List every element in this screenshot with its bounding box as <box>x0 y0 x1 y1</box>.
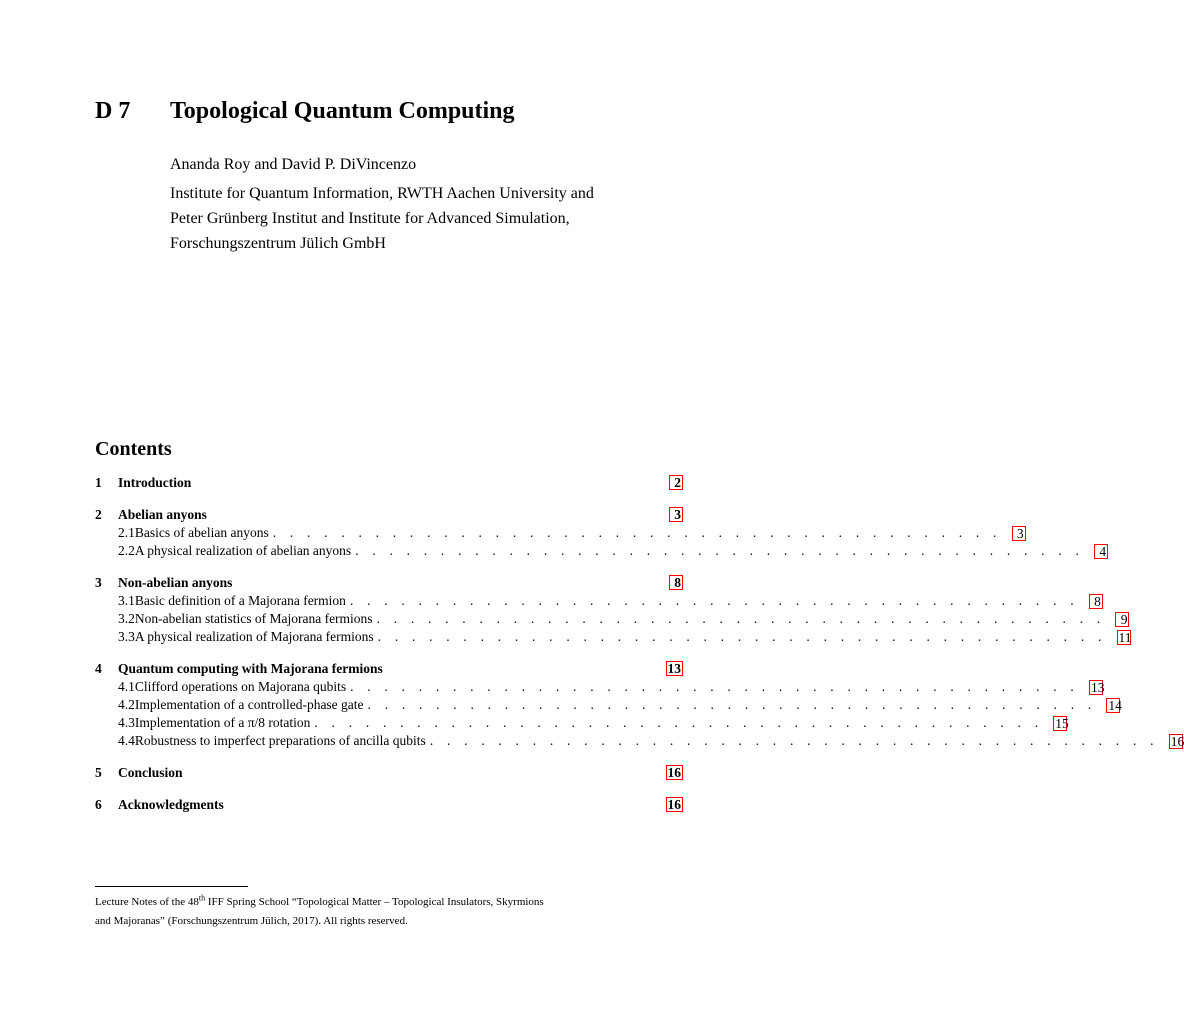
toc-subsection-number: 3.3 <box>118 629 135 644</box>
toc-page-link[interactable]: 8 <box>669 575 683 590</box>
toc-subsection-number: 3.1 <box>118 593 135 608</box>
toc-section[interactable] <box>95 659 683 678</box>
toc-section-title: Conclusion <box>118 765 187 781</box>
toc-subsection-title: Basics of abelian anyons <box>135 525 273 541</box>
toc-section-number: 4 <box>95 660 102 676</box>
toc-section-title: Introduction <box>118 475 195 491</box>
toc-subsection[interactable] <box>95 524 1024 542</box>
table-of-contents <box>95 473 1184 814</box>
toc-section-number: 3 <box>95 574 102 590</box>
toc-page-link[interactable]: 2 <box>669 475 683 490</box>
affiliation-line: Peter Grünberg Institut and Institute for Advanced Simulation, <box>170 210 570 227</box>
toc-page-link[interactable]: 16 <box>667 765 681 780</box>
footnote-rule <box>95 886 248 887</box>
leader-dots: . . . . . . . . . . . . . . . . . . . . . . . . . . . . . . . . . . . . . . . . . . . <box>349 593 1079 608</box>
leader-dots: . . . . . . . . . . . . . . . . . . . . . . . . . . . . . . . . . . . . . . . . . . . <box>367 697 1097 712</box>
contents-heading: Contents <box>95 438 172 460</box>
authors: Ananda Roy and David P. DiVincenzo <box>170 156 417 173</box>
toc-page-link[interactable]: 4 <box>1094 544 1108 559</box>
toc-subsection[interactable] <box>95 678 1105 696</box>
footnote <box>95 893 655 931</box>
toc-subsection[interactable] <box>95 592 1101 610</box>
toc-subsection-number: 2.1 <box>118 525 135 540</box>
toc-subsection-number: 4.4 <box>118 733 135 748</box>
toc-section[interactable] <box>95 505 683 524</box>
toc-subsection[interactable] <box>95 628 1132 646</box>
leader-dots: . . . . . . . . . . . . . . . . . . . . . . . . . . . . . . . . . . . . . . . . . . . <box>272 525 1002 540</box>
toc-page-link[interactable]: 3 <box>1012 526 1026 541</box>
leader-dots: . . . . . . . . . . . . . . . . . . . . . . . . . . . . . . . . . . . . . . . . . . . <box>377 629 1107 644</box>
toc-section-number: 2 <box>95 506 102 522</box>
toc-subsection-number: 3.2 <box>118 611 135 626</box>
footnote-text: IFF Spring School “Topological Matter – Topological Insulators, Skyrmions <box>205 896 544 908</box>
toc-page-link[interactable]: 13 <box>667 661 681 676</box>
toc-subsection-number: 2.2 <box>118 543 135 558</box>
toc-section[interactable] <box>95 763 683 782</box>
toc-page-link[interactable]: 16 <box>667 797 681 812</box>
leader-dots: . . . . . . . . . . . . . . . . . . . . . . . . . . . . . . . . . . . . . . . . . . . <box>355 543 1085 558</box>
toc-page-link[interactable]: 3 <box>669 507 683 522</box>
toc-page-link[interactable]: 9 <box>1115 612 1129 627</box>
toc-subsection[interactable] <box>95 732 1184 750</box>
toc-subsection[interactable] <box>95 714 1069 732</box>
toc-section-number: 6 <box>95 796 102 812</box>
footnote-line <box>95 893 655 912</box>
affiliation <box>170 181 594 256</box>
affiliation-line: Institute for Quantum Information, RWTH Aachen University and <box>170 185 594 202</box>
toc-page-link[interactable]: 13 <box>1090 679 1105 695</box>
toc-page-link[interactable]: 16 <box>1170 733 1184 749</box>
chapter-title: Topological Quantum Computing <box>170 98 515 124</box>
toc-page-link[interactable]: 15 <box>1055 715 1069 731</box>
toc-page-link[interactable]: 14 <box>1108 697 1122 713</box>
toc-section-title: Non-abelian anyons <box>118 575 236 591</box>
toc-subsection-number: 4.2 <box>118 697 135 712</box>
footnote-line: and Majoranas” (Forschungszentrum Jülich, 2017). All rights reserved. <box>95 915 408 927</box>
leader-dots: . . . . . . . . . . . . . . . . . . . . . . . . . . . . . . . . . . . . . . . . . . . <box>429 733 1159 748</box>
toc-section-title: Acknowledgments <box>118 797 228 813</box>
toc-section-title: Abelian anyons <box>118 507 211 523</box>
toc-subsection-title: Non-abelian statistics of Majorana fermions <box>135 611 377 627</box>
toc-section[interactable] <box>95 573 683 592</box>
toc-subsection[interactable] <box>95 696 1122 714</box>
leader-dots: . . . . . . . . . . . . . . . . . . . . . . . . . . . . . . . . . . . . . . . . . . . <box>376 611 1106 626</box>
toc-page-link[interactable]: 11 <box>1118 629 1132 645</box>
toc-subsection-title: Implementation of a controlled-phase gate <box>135 697 368 713</box>
toc-section[interactable] <box>95 795 683 814</box>
toc-page-link[interactable]: 8 <box>1089 594 1103 609</box>
toc-subsection-title: Clifford operations on Majorana qubits <box>135 679 350 695</box>
leader-dots: . . . . . . . . . . . . . . . . . . . . . . . . . . . . . . . . . . . . . . . . . . . <box>350 679 1079 694</box>
toc-section-title: Quantum computing with Majorana fermions <box>118 661 387 677</box>
toc-section-number: 5 <box>95 764 102 780</box>
chapter-number: D 7 <box>95 98 131 124</box>
leader-dots: . . . . . . . . . . . . . . . . . . . . . . . . . . . . . . . . . . . . . . . . . . . <box>314 715 1044 730</box>
toc-subsection-number: 4.1 <box>118 679 135 694</box>
affiliation-line: Forschungszentrum Jülich GmbH <box>170 235 386 252</box>
toc-subsection-title: A physical realization of Majorana fermions <box>135 629 378 645</box>
footnote-superscript: th <box>198 893 206 903</box>
toc-subsection-title: Basic definition of a Majorana fermion <box>135 593 350 609</box>
toc-subsection[interactable] <box>95 542 1107 560</box>
toc-subsection-number: 4.3 <box>118 715 135 730</box>
toc-subsection-title: A physical realization of abelian anyons <box>135 543 355 559</box>
toc-subsection[interactable] <box>95 610 1128 628</box>
toc-section[interactable] <box>95 473 683 492</box>
footnote-text: Lecture Notes of the 48 <box>95 896 199 908</box>
toc-subsection-title: Implementation of a π/8 rotation <box>135 715 315 731</box>
toc-subsection-title: Robustness to imperfect preparations of ancilla qubits <box>135 733 430 749</box>
toc-section-number: 1 <box>95 474 102 490</box>
